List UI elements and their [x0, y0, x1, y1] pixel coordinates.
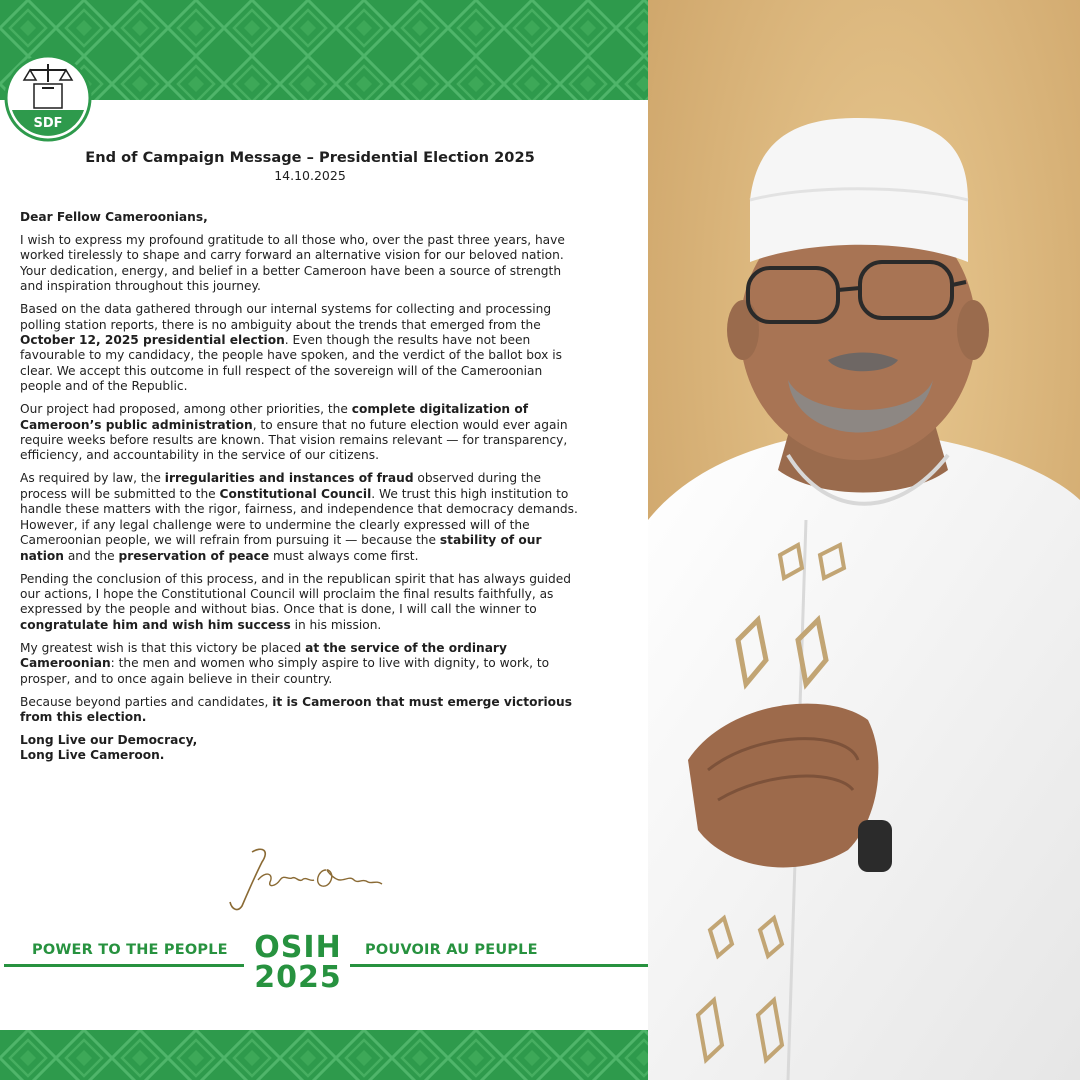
slogan-row	[0, 930, 648, 1000]
paragraph-3: Our project had proposed, among other priorities, the complete digitalization of Cameroon’s public administration, to ensure that no future election would ever again require weeks before results are known. That vision remains relevant — for transparency, efficiency, and accountability in the service of our citizens.	[20, 402, 568, 463]
closing: Long Live our Democracy, Long Live Cameroon.	[20, 732, 198, 763]
signature-icon	[222, 840, 392, 920]
paragraph-7: Because beyond parties and candidates, it is Cameroon that must emerge victorious from this election.	[20, 694, 572, 724]
slogan-english: POWER TO THE PEOPLE	[32, 942, 228, 958]
paragraph-4: As required by law, the irregularities and instances of fraud observed during the process will be submitted to the Constitutional Council. We trust this high institution to handle these matters with the rigor, fairness, and independence that democracy demands. However, if any legal challenge were to undermine the clearly expressed will of the Cameroonian people, we will refrain from pursuing it — because the stability of our nation and the preservation of peace must always come first.	[20, 471, 578, 563]
paragraph-5: Pending the conclusion of this process, and in the republican spirit that has always guided our actions, I hope the Constitutional Council will proclaim the final results faithfully, as expressed by the people and without bias. Once that is done, I will call the winner to congratulate him and wish him success in his mission.	[20, 571, 572, 632]
salutation: Dear Fellow Cameroonians,	[20, 210, 208, 224]
campaign-logo-year: 2025	[254, 960, 342, 995]
sdf-party-logo	[4, 52, 92, 144]
geometric-pattern	[0, 0, 648, 100]
document-title: End of Campaign Message – Presidential Election 2025	[85, 149, 535, 166]
document-date: 14.10.2025	[274, 168, 346, 183]
logo-text: SDF	[33, 116, 63, 131]
paragraph-6: My greatest wish is that this victory be placed at the service of the ordinary Cameroonian: the men and women who simply aspire to live with dignity, to work, to prosper, and to once again believe in their country.	[20, 640, 550, 686]
divider-left	[4, 964, 244, 967]
campaign-logo-name: OSIH	[254, 930, 342, 965]
candidate-photo	[648, 0, 1080, 1080]
bottom-pattern-band	[0, 1030, 648, 1080]
portrait-image	[648, 0, 1080, 1080]
geometric-pattern	[0, 1030, 648, 1080]
slogan-french: POUVOIR AU PEUPLE	[365, 942, 538, 958]
paragraph-1: I wish to express my profound gratitude to all those who, over the past three years, have worked tirelessly to shape and carry forward an alternative vision for our beloved nation. Your dedication, energy, and belief in a better Cameroon have been a source of strength and inspiration throughout this journey.	[20, 233, 565, 294]
divider-right	[350, 964, 648, 967]
handwritten-signature	[222, 840, 392, 920]
letter-body	[20, 210, 580, 771]
osih-2025-logo	[250, 930, 342, 998]
top-pattern-band	[0, 0, 648, 100]
paragraph-2: Based on the data gathered through our internal systems for collecting and processing polling station reports, there is no ambiguity about the trends that emerged from the October 12, 2025 presidential election. Even though the results have not been favourable to my candidacy, the people have spoken, and the verdict of the ballot box is clear. We accept this outcome in full respect of the sovereign will of the Cameroonian people and of the Republic.	[20, 302, 562, 394]
scales-of-justice-ballot-box-icon	[4, 52, 92, 144]
